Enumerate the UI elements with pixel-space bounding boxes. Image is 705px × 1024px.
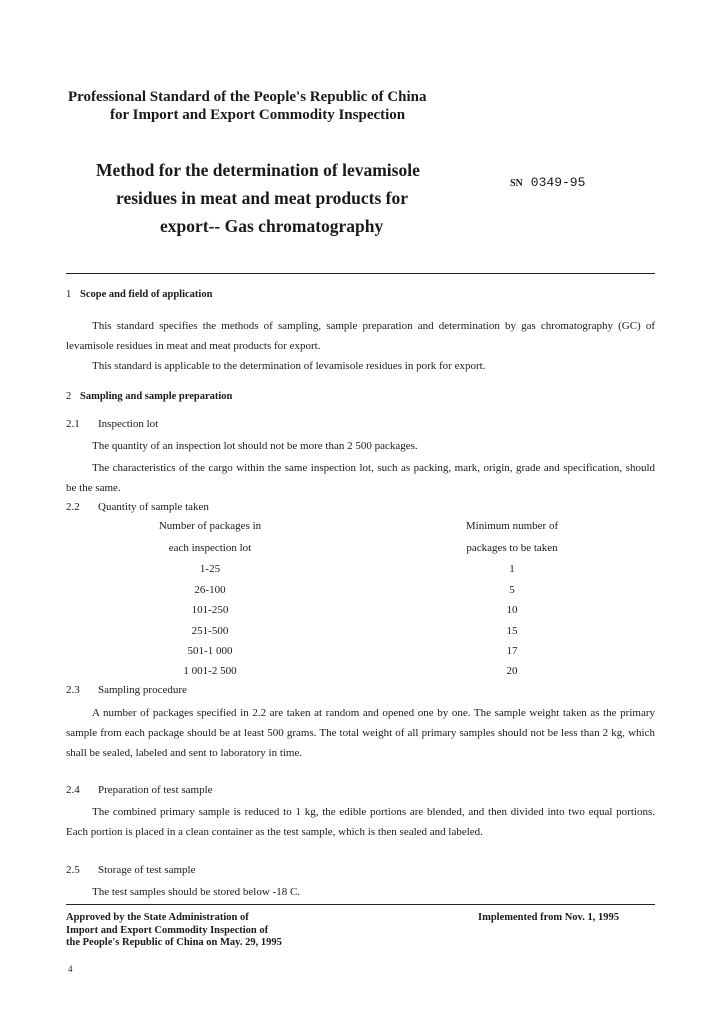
section-1-heading xyxy=(66,289,212,300)
table-header-col1-line1: Number of packages in xyxy=(158,520,262,532)
table-cell-range: 1-25 xyxy=(199,563,221,575)
section-number: 2 xyxy=(66,391,72,402)
table-cell-range: 1 001-2 500 xyxy=(183,665,237,677)
document-title-line1: Method for the determination of levamisole xyxy=(96,160,420,180)
page-number: 4 xyxy=(68,964,73,974)
footer-divider xyxy=(66,904,655,905)
subsection-2-3-heading: 2.3 Sampling procedure xyxy=(66,684,187,696)
approval-note: Approved by the State Administration of Import and Export Commodity Inspection of the People's Republic of China on May. 29, 1995 xyxy=(66,912,282,948)
table-cell-min: 1 xyxy=(509,563,515,575)
subsection-2-1-paragraph-2: The characteristics of the cargo within the same inspection lot, such as packing, mark, origin, grade and specification, should be the same. xyxy=(66,462,655,494)
table-cell-range: 26-100 xyxy=(194,584,226,596)
subsection-2-1-heading: 2.1 Inspection lot xyxy=(66,418,159,430)
title-divider xyxy=(66,273,655,274)
document-title-line3: export-- Gas chromatography xyxy=(160,216,384,236)
section-1-paragraph-1: This standard specifies the methods of sampling, sample preparation and determination by gas chromatography (GC) of levamisole residues in meat and meat products for export. xyxy=(66,320,655,352)
section-title: Scope and field of application xyxy=(80,289,213,300)
standard-code-number: 0349-95 xyxy=(530,175,586,190)
table-cell-min: 20 xyxy=(506,665,518,677)
implementation-date: Implemented from Nov. 1, 1995 xyxy=(478,912,619,923)
table-cell-min: 15 xyxy=(506,625,518,637)
section-2-heading xyxy=(66,391,232,402)
section-1-paragraph-2: This standard is applicable to the determination of levamisole residues in pork for export. xyxy=(92,360,486,372)
section-number: 1 xyxy=(66,289,72,300)
table-header-col2-line2: packages to be taken xyxy=(466,542,558,554)
table-cell-range: 101-250 xyxy=(191,604,229,616)
document-title-line2: residues in meat and meat products for xyxy=(116,188,408,208)
standard-header-line2: for Import and Export Commodity Inspection xyxy=(110,107,406,123)
standard-code-prefix: SN xyxy=(510,178,523,189)
table-header-col2-line1: Minimum number of xyxy=(465,520,559,532)
table-cell-range: 501-1 000 xyxy=(187,645,233,657)
standard-header-line1: Professional Standard of the People's Republic of China xyxy=(68,89,427,105)
subsection-2-4-paragraph: The combined primary sample is reduced to 1 kg, the edible portions are blended, and then divided into two equal portions. Each portion is placed in a clean container as the test sample, which is then sealed and labeled. xyxy=(66,806,655,838)
section-title: Sampling and sample preparation xyxy=(80,391,233,402)
table-cell-min: 17 xyxy=(506,645,518,657)
table-header-col1-line2: each inspection lot xyxy=(168,542,252,554)
subsection-2-4-heading: 2.4 Preparation of test sample xyxy=(66,784,213,796)
subsection-2-1-paragraph-1: The quantity of an inspection lot should not be more than 2 500 packages. xyxy=(92,440,418,452)
table-cell-range: 251-500 xyxy=(191,625,229,637)
subsection-2-5-paragraph: The test samples should be stored below -18 C. xyxy=(92,886,301,898)
table-cell-min: 5 xyxy=(509,584,515,596)
subsection-2-5-heading: 2.5 Storage of test sample xyxy=(66,864,196,876)
subsection-2-2-heading: 2.2 Quantity of sample taken xyxy=(66,501,209,513)
table-cell-min: 10 xyxy=(506,604,518,616)
standard-code xyxy=(510,175,585,190)
subsection-2-3-paragraph: A number of packages specified in 2.2 are taken at random and opened one by one. The sample weight taken as the primary sample from each package should be at least 500 grams. The total weight of all primary samples should not be less than 2 kg, which shall be sealed, labeled and sent to laboratory in time. xyxy=(66,707,655,759)
